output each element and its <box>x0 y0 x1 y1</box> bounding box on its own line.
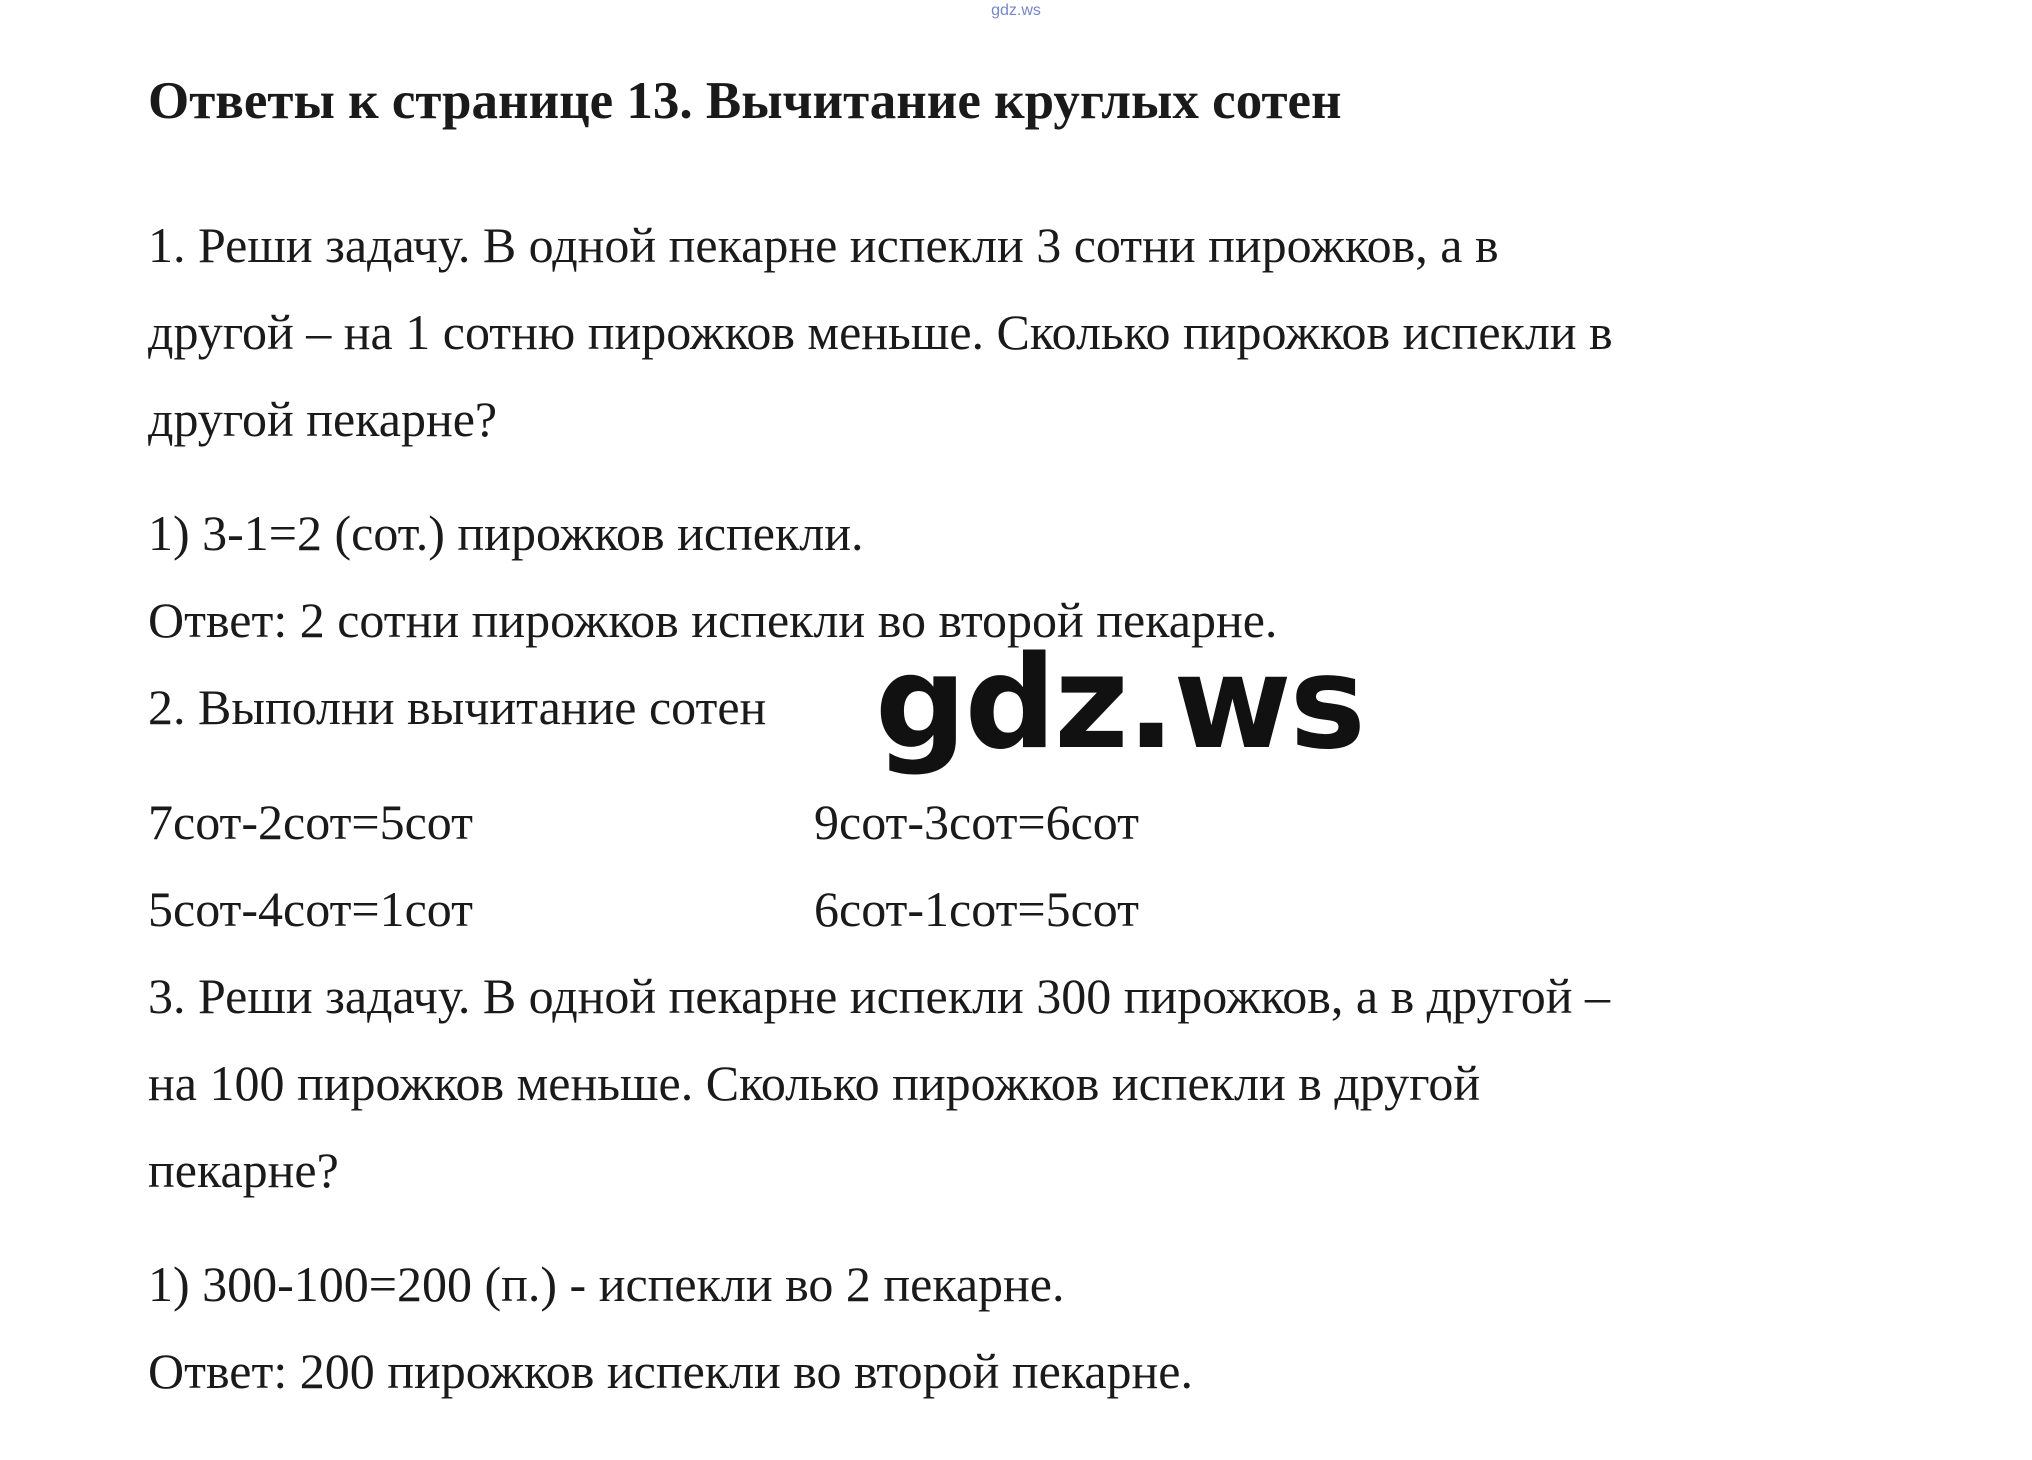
task2-expression: 6сот-1сот=5сот <box>814 881 1139 937</box>
task2-expression: 5сот-4сот=1сот <box>148 881 473 937</box>
task2-heading: 2. Выполни вычитание сотен <box>148 679 767 735</box>
task2-expression: 7сот-2сот=5сот <box>148 794 473 850</box>
task1-answer: Ответ: 2 сотни пирожков испекли во второй пекарне. <box>148 592 1278 648</box>
task3-line-2: на 100 пирожков меньше. Сколько пирожков испекли в другой <box>148 1055 1481 1111</box>
task3-line-3: пекарне? <box>148 1142 339 1198</box>
page-title: Ответы к странице 13. Вычитание круглых сотен <box>148 72 1342 130</box>
task2-row-1 <box>148 794 1139 850</box>
task3-solution: 1) 300-100=200 (п.) - испекли во 2 пекарне. <box>148 1256 1065 1312</box>
task3-line-1: 3. Реши задачу. В одной пекарне испекли 300 пирожков, а в другой – <box>148 968 1610 1024</box>
task1-solution: 1) 3-1=2 (сот.) пирожков испекли. <box>148 505 864 561</box>
top-watermark-text: gdz.ws <box>991 2 1041 19</box>
task1-line-1: 1. Реши задачу. В одной пекарне испекли 3 сотни пирожков, а в <box>148 217 1499 273</box>
site-watermark: gdz.ws <box>875 629 1364 778</box>
task2-row-2 <box>148 881 1139 937</box>
task3-answer: Ответ: 200 пирожков испекли во второй пекарне. <box>148 1343 1193 1399</box>
task1-line-3: другой пекарне? <box>148 391 498 447</box>
task1-line-2: другой – на 1 сотню пирожков меньше. Сколько пирожков испекли в <box>148 304 1613 360</box>
task2-expression: 9сот-3сот=6сот <box>814 794 1139 850</box>
